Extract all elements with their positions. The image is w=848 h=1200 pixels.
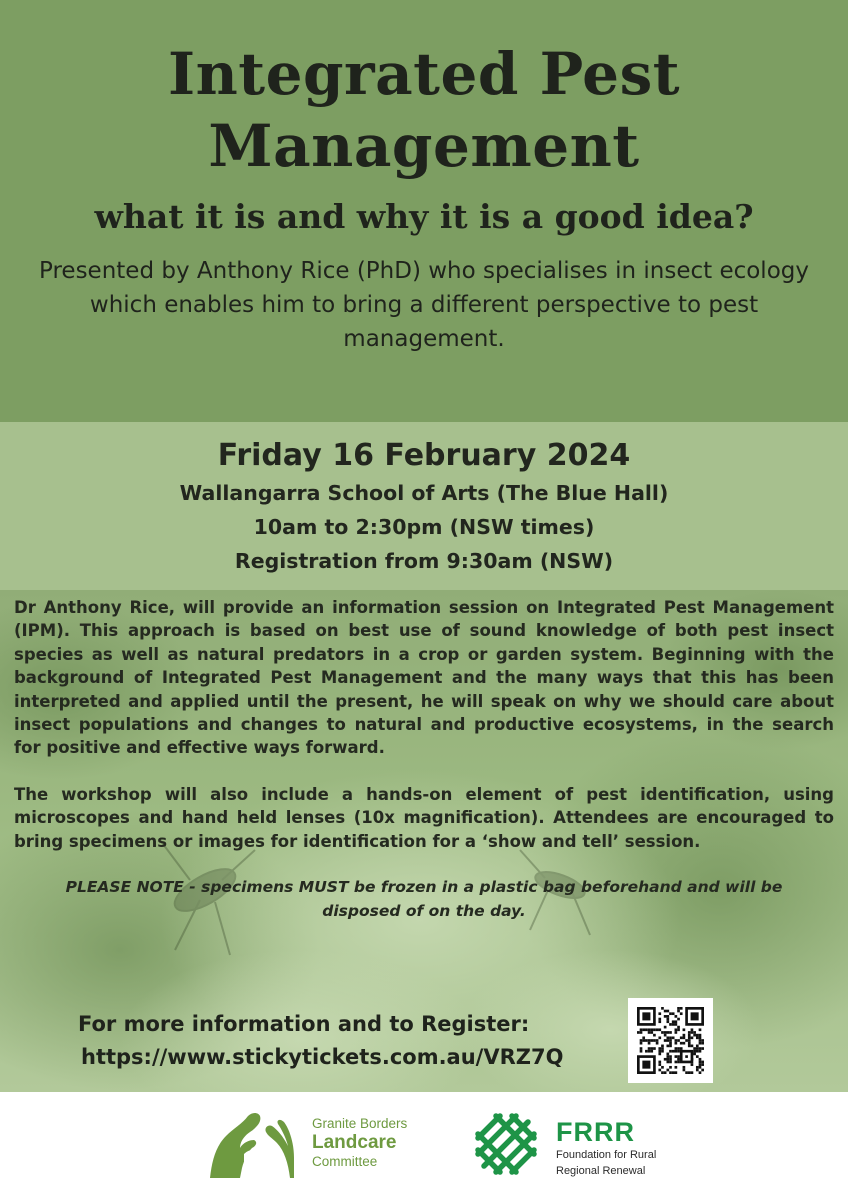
register-block <box>78 1008 563 1074</box>
qr-code-pattern <box>637 1007 704 1074</box>
register-label: For more information and to Register: <box>78 1012 530 1036</box>
body-section <box>0 590 848 1092</box>
frrr-line-1: Foundation for Rural <box>556 1149 657 1161</box>
hands-australia-icon <box>204 1110 296 1180</box>
subtitle: what it is and why it is a good idea? <box>94 197 754 236</box>
landcare-logo-text <box>312 1116 407 1170</box>
qr-code-icon[interactable] <box>628 998 713 1083</box>
landcare-line-1: Granite Borders <box>312 1116 408 1131</box>
description-paragraph-1: Dr Anthony Rice, will provide an information session on Integrated Pest Management (IPM). This approach is based on best use of sound knowledge of both pest insect species as well as natural predators in a crop or garden system. Beginning with the background of Integrated Pest Management and the many ways that this has been interpreted and applied until the present, he will speak on why we should care about insect populations and changes to natural and productive ecosystems, in the search for positive and effective ways forward. <box>14 598 834 758</box>
event-details <box>0 422 848 590</box>
landcare-line-3: Committee <box>312 1154 378 1169</box>
header-band <box>0 0 848 422</box>
footer-logos <box>0 1092 848 1200</box>
frrr-logo-text <box>556 1118 656 1178</box>
frrr-lattice-icon <box>470 1108 542 1180</box>
frrr-name: FRRR <box>556 1117 635 1147</box>
frrr-line-2: Regional Renewal <box>556 1165 646 1177</box>
event-registration: Registration from 9:30am (NSW) <box>234 549 614 573</box>
title-line-1: Integrated Pest <box>167 40 681 108</box>
landcare-line-2: Landcare <box>312 1132 397 1153</box>
description <box>0 590 848 853</box>
specimen-note: PLEASE NOTE - specimens MUST be frozen in a plastic bag beforehand and will be disposed of on the day. <box>65 878 783 921</box>
presenter-text: Presented by Anthony Rice (PhD) who specialises in insect ecology which enables him to bring a different perspective to pest management. <box>39 258 809 352</box>
event-time: 10am to 2:30pm (NSW times) <box>253 515 595 539</box>
event-venue: Wallangarra School of Arts (The Blue Hall) <box>179 481 669 505</box>
description-paragraph-2: The workshop will also include a hands-on element of pest identification, using microscopes and hand held lenses (10x magnification). Attendees are encouraged to bring specimens or images for identification for a ‘show and tell’ session. <box>14 784 834 851</box>
register-url[interactable]: https://www.stickytickets.com.au/VRZ7Q <box>81 1045 564 1069</box>
title-line-2: Management <box>208 112 640 180</box>
page-title <box>0 0 848 182</box>
event-date: Friday 16 February 2024 <box>217 438 631 473</box>
